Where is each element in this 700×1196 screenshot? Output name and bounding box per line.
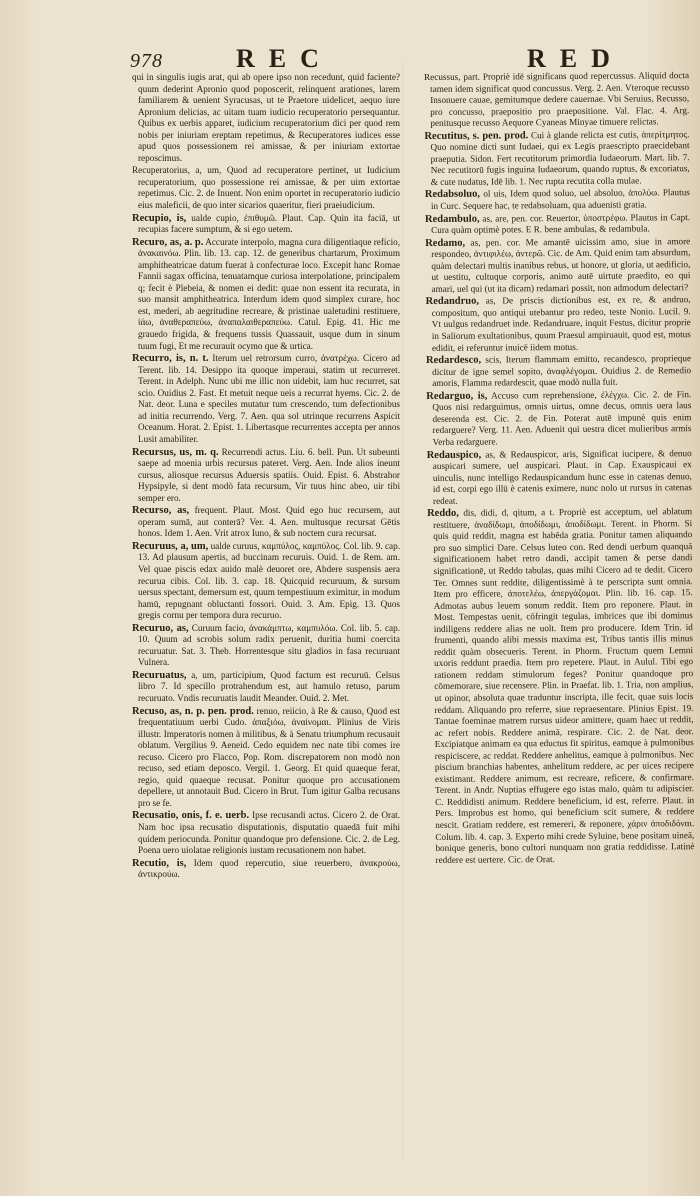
entry-text: as, & Redauspicor, aris, Significat iucipere, & denuo auspicari sumere, uel auspicari. Plaut. in Cap. Exauspicaui ex uinculis, nunc intelligo Redauspicandum hunc esse in catenas denuo, id est, corpi ego illū è catenis eximere, nunc nolo ut rursus in catenas redeat.	[432, 447, 692, 506]
dictionary-entry	[132, 353, 400, 445]
entry-headword: Recursus, us, m. q.	[132, 446, 219, 458]
running-head-right: RED	[527, 44, 624, 73]
dictionary-entry	[132, 447, 400, 505]
entry-text: as, are, pen. cor. Reuertor, ὑποστρέφω. Plautus in Capt. Cura quàm optimè potes. E R. bene ambulas, & redambula.	[431, 211, 691, 236]
entry-text: dis, didi, d, qitum, a t. Propriè est acceptum, uel ablatum restituere, ἀναδίδωμι, ἀποδίδωμι, ἀποδίδωμι. Terent. in Phorm. Si quis quid reddit, magna est habēda gratia. Ponitur tamen aliquando pro suo simplici Dare. Celsus luteo con. Red dendi uerbum quanquā significationem habet retro dandi, accipit tamen & perse dandi significationē, ut Reddo tabulas, quas mihi Cicero ad te dedit. Cicero Ter. Omnes sunt reddite, diligentissimè à te perscripta sunt omnia. Item pro efficere, ἀποτελέω, ἀπεργάζομαι. Plin. lib. 16. cap. 15. Admotas aubus leuem sonum reddit. Item pro reponere. Plaut. in Most. Tempestas uenit, cōfringit tegulas, imbrices que ibi dominus indiligens reddere alias ne uolt. Item pro producere. Idem Trin. id frumenti, quando alibi messis maxima est, Tribus tantis illis minus reddit quàm obsecueris. Terent. in Phorm. Fructum quem Lemni uxoris reddunt praedia. Item pro repetere. Plaut. in Aulul. Tibi ego rationem reddam stimulorum feges? Ponitur quandoque pro cōmemorare, siue recensere. Plin. in Praefat. lib. 1. Tria, non amplius, ut opinor, absoluta quae traduntur inscripta, ille fecit, quae suis locis reddam. Aliquando pro referre, siue repraesentare. Plinius Epist. 19. Tantae foeminae matrem rursus uideor amittere, quam haec ut reddit, ac refert nobis. Reddere animā, respirare. Cic. 2. de Nat. deor. Excipiatque animam ea qua eductus fit spiritus, eamque à pulmonibus respiciscere, ac reddat. Reddere anhelitus, eamque à pulmonibus. Nec piscium branchias habentes, anhelitum reddere, ac per uices recipere existimant. Reddere animum, est recreare, reficere, & confirmare. Terent. in Andr. Nuptias effugere ego istas malo, quàm tu adipiscier. C. Reddidisti animum. Reddere beneficium, id est, referre. Plaut. in Pers. Improbus est homo, qui beneficium scit sumere, & reddere nescit. Gratiam reddere, est remereri, & reponere, χάριν ἀποδιδόναι. Colum. lib. 4. cap. 3. Experto mihi crede Syluine, bene positam uineā, bonique generis, bono cultori nunquam non gratia reddidisse. Latinè reddere est uertere. Cic. de Orat.	[433, 506, 695, 865]
entry-headword: Redabsoluo,	[424, 189, 481, 201]
entry-headword: Redambulo,	[424, 213, 480, 225]
entry-headword: Recurso, as,	[132, 505, 190, 517]
dictionary-entry	[427, 448, 692, 508]
entry-text: scis, Iterum flammam emitto, recandesco, proprieque dicitur de igne semel sopito, ἀναφλέγομαι. Ouidius 2. de Remedio amoris, Flamma redardescit, quae modò nulla fuit.	[432, 353, 692, 389]
entry-text: Curuum facio, ἀνακάμπτω, καμπυλόω. Col. lib. 5. cap. 10. Quum ad scrobis solum radix peruenit, duritia humi coercita recuruatur. Sat. 3. Theb. Horrentesque situ gladios in fasa recuruant Vulnera.	[138, 622, 400, 668]
dictionary-entry	[426, 295, 691, 355]
dictionary-entry	[426, 353, 691, 389]
entry-headword: Recuruus, a, um,	[132, 540, 209, 552]
entry-text: ualde cupio, ἐπιθυμῶ. Plaut. Cap. Quin ita faciā, ut recupias facere sumptum, & si ego uetem.	[138, 212, 401, 235]
dictionary-entry	[132, 810, 400, 856]
entry-headword: Recusatio, onis, f. e. uerb.	[132, 810, 250, 822]
entry-text: Recussus, part. Propriè idē significans quod repercussus. Aliquid docta tamen idem significat quod concussus. Verg. 2. Aen. Vteroque recusso Insonuere cauae, gemitumque dedere cauernae. Vbi Seruius, Recusso, pro concusso, praepositio pro praepositione. Val. Flac. 4. Arg. penitusque recusso Aequore Cyaneas Minyae timuere relictas.	[424, 70, 690, 129]
entry-headword: Redarguo, is,	[426, 390, 488, 402]
entry-text: a, um, participium, Quod factum est recuruū. Celsus libro 7. Id specillo protrahendum est, aut hamulo retuso, parum recuruato. Vndis recuruatis laudit Meander. Ouid. 2. Met.	[138, 669, 400, 703]
dictionary-entry	[424, 70, 689, 130]
entry-headword: Recuso, as, n. p. pen. prod.	[132, 705, 254, 717]
entry-headword: Recuruatus,	[132, 669, 187, 681]
dictionary-entry	[132, 858, 400, 881]
entry-text: Ipse recusandi actus. Cicero 2. de Orat. Nam hoc ipsa recusatio disputationis, disputatio quaedā fuit mihi quidem periocunda. Ponitur quandoque pro defensione. Cic. 2. de Leg. Poena uero uiolatae religionis iustam recusationem non habet.	[138, 810, 401, 856]
dictionary-entry	[425, 236, 690, 296]
entry-text: Idem quod repercutio, siue reuerbero, ἀνακρούω, ἀντικρούω.	[138, 857, 401, 880]
entry-headword: Redamo,	[425, 237, 466, 249]
entry-headword: Redandruo,	[425, 296, 480, 308]
entry-headword: Redauspico,	[426, 449, 482, 461]
entry-headword: Recuruo, as,	[132, 622, 189, 634]
page-number: 978	[130, 50, 163, 72]
dictionary-entry	[427, 506, 694, 866]
entry-text: ualde curuus, καμπύλος, καμπύλος. Col. lib. 9. cap. 13. Ad plausum apertis, ad buccinam recuruis. Ouid. 1. de Rem. am. Vel quae piscis edax auido malè deuoret ore, Abdere suspensis aera recurua cibis. Col. lib. 3. cap. 18. Quicquid recuruum, & sursum uersus spectant, demersum est, quum tempestiuum eximitur, in modum hamū, repugnant obluctanti fossori. Ouid. 3. Am. Epig. 13. Quos gregis cornu per tempora dura recuruo.	[138, 540, 401, 621]
column-gutter	[402, 60, 404, 1160]
dictionary-entry	[425, 212, 690, 237]
entry-text: Iterum uel retrorsum curro, ἀνατρέχω. Cicero ad Terent. lib. 14. Desippo ita quoque imperaui, statim ut recurreret. Terent. in Adelph. Nunc ubi me illic non uidebit, iam huc recurret, sat scio. Ouidius 2. Fast. Et metuit neque ueis a recurrat hyems. Cic. 2. de Nat. deor. Luna e speciles mutatur tum crescendo, tum defectionibus ad initia recurrendo. Verg. 7. Aen. qua sol utrinque recurrens Aspicit Oceanum. Horat. 2. Epist. 1. Libertasque recurrentes accepta per annos Lusit amabiliter.	[138, 353, 401, 444]
dictionary-entry	[132, 213, 400, 236]
entry-headword: Recutio, is,	[132, 857, 187, 869]
dictionary-entry	[132, 670, 400, 705]
entry-headword: Recuro, as, a. p.	[132, 236, 204, 248]
dictionary-entry	[132, 237, 400, 352]
entry-text: ol uis, Idem quod soluo, uel absoluo, ἀπολύω. Plautus in Curc. Sequere hac, te redabsoluam, qua aduenisti gratia.	[430, 187, 690, 211]
entry-text: Accuso cum reprehensione, ἐλέγχω. Cic. 2. de Fin. Quos nisi redarguimus, omnis uirtus, omne decus, omnis uera laus deserenda est. Cic. 2. de Fin. Poterat autē impunè quis enim redarguere? Verg. 11. Aen. Aduenit qui uestra dicet mulieribus armis Verba redarguere.	[432, 388, 692, 447]
dictionary-entry	[424, 129, 689, 189]
page-header	[0, 40, 700, 74]
dictionary-entry	[132, 541, 400, 622]
entry-text: Recuperatorius, a, um, Quod ad recuperatore pertinet, ut Iudicium recuperatorium, quo possessione rei amissae, & per uim extortae repetimus. Cic. 2. de Inuent. Non enim oportet in recuperatorio iudicio eius maleficii, de quo inter sicarios quaeritur, fieri praeiudicium.	[132, 165, 400, 211]
entry-text: Recurrendi actus. Liu. 6. bell. Pun. Ut subeunti saepe ad moenia urbis recursus pateret. Verg. Aen. Inde alios ineunt cursus, aliosque recursus Aduersis spatiis. Ouid. Epist. 6. Abstrahor Hypsipyle, si dent modò fata recursum, Vir tuus hinc abeo, uir tibi semper ero.	[138, 446, 400, 503]
entry-text: renuo, reiicio, à Re & causo, Quod est frequentatiuum uerbi Cudo. ἀπαξιόω, ἀναίνομαι. Plinius de Viris illustr. Imperatoris nomen à militibus, & à Senatu triumphum recusauit oblatum. Vergilius 9. Aeneid. Cedo equidem nec nate tibi comes ire recuso. Cicero pro Flacco, Pop. Rom. discrepatorem non modò non recuso, sed etiam deposco. Vergil. 1. Georg. Et quid quaeque ferat, regio, quid quaeque recusat. Ponitur quoque pro accusationem depellere, ut annotauit Bud. Cicero in Brut. Tum igitur Galba recusans pro se fe.	[138, 705, 400, 808]
dictionary-entry	[132, 505, 400, 540]
left-column	[132, 72, 400, 882]
entry-text: as, De priscis dictionibus est, ex re, & andruo, compositum, quo antiqui utebantur pro redeo, teste Nonio. Lucil. 9. Vt uulgus redandruet inde. Redandruare, inquit Festus, dicitur proprie in Saliorum exultationibus, quum Praesul ampiruauit, quod est, motus edidit, ei referuntur inuicē iidem motus.	[431, 294, 691, 353]
entry-headword: Reddo,	[427, 508, 459, 520]
running-head-left: REC	[236, 44, 333, 73]
dictionary-entry	[132, 623, 400, 669]
entry-text: Accurate interpolo, magna cura diligentiaque reficio, ἀνακαινόω. Plin. lib. 13. cap. 12. de generibus chartarum, Proximum amphitheatricae datum fuerat à confecturae loco. Excepit hanc Romae Fannii sagax officina, tenuatamque curiosa interpolatione, principalem q; fecit è Plebeia, & nomen ei dedit: quae non essent ita recurata, in suo mansit amphitheatrica. Interdum idem quod simplex curare, hoc est, mederi, ab aegritudine recreare, & pristinae ualetudini restituere, ἰάω, ἀναθεραπεύω, ἀναπαλαιθεραπεύω. Catul. Epig. 41. Hic me grauedo frigida, & frequens tussis Quassauit, usque dum in sinum tuum fugi, Et me recurauit ocymo que & urtica.	[138, 236, 401, 351]
entry-text: Cui à glande relicta est cutis, ἀπερίτμητος. Quo nomine dicti sunt Iudaei, qui ex Legis praescripto praecidebant praeputia. Sidon. Fert recutitorum primordia Iudaeorum. Mart. lib. 7. Nec recutitorū fugis inguina Iudaeorum, quando ruptus, & excoriatus, & cute nudatus, Idē lib. 1. Nec rupta recutita colla mulae.	[430, 128, 690, 187]
dictionary-entry	[132, 72, 400, 164]
entry-headword: Recupio, is,	[132, 212, 187, 224]
right-column	[424, 70, 695, 867]
entry-headword: Recutitus, s. pen. prod.	[424, 130, 529, 142]
dictionary-entry	[426, 389, 691, 449]
entry-headword: Recurro, is, n. t.	[132, 353, 209, 365]
entry-text: frequent. Plaut. Most. Quid ego huc recursem, aut operam sumā, aut conterā? Ver. 4. Aen. multusque recursat Gētis honos. Idem 1. Aen. Vrit atrox Iuno, & sub noctem cura recursat.	[138, 505, 401, 539]
entry-text: as, pen. cor. Me amantē uicissim amo, siue in amore respondeo, ἀντιφιλέω, ἀντερῶ. Cic. de Am. Quid enim tam absurdum, quàm delectari multis inanibus rebus, ut honore, ut gloria, ut aedificio, ut uestitu, cultuque corporis, animo autē uirtute praedito, eo qui amari, uel qui (ut ita dicam) redamari possit, non admodum delectari?	[431, 235, 691, 294]
dictionary-entry	[132, 706, 400, 810]
entry-text: qui in singulis iugis arat, qui ab opere ipso non recedunt, quid faciente? quum dederint Apronio quod poposcerit, relinquent arationes, larem familiarem & uenient Syracusas, ut te Praetore uidelicet, aequo iure Apronium delicias, ac uitam tuam iudicio recuperatorio persequantur. Quibus ex uerbis apparet, iudicium recuperatorium dici per quod rem nobis per iniuriam ereptam repetimus, & Recuperatores iudices esse apud quos possessionem rei amissae, & per iniuriam extortae reposcimus.	[132, 72, 400, 163]
entry-headword: Redardesco,	[425, 354, 482, 367]
dictionary-entry	[132, 165, 400, 211]
dictionary-entry	[425, 188, 690, 213]
